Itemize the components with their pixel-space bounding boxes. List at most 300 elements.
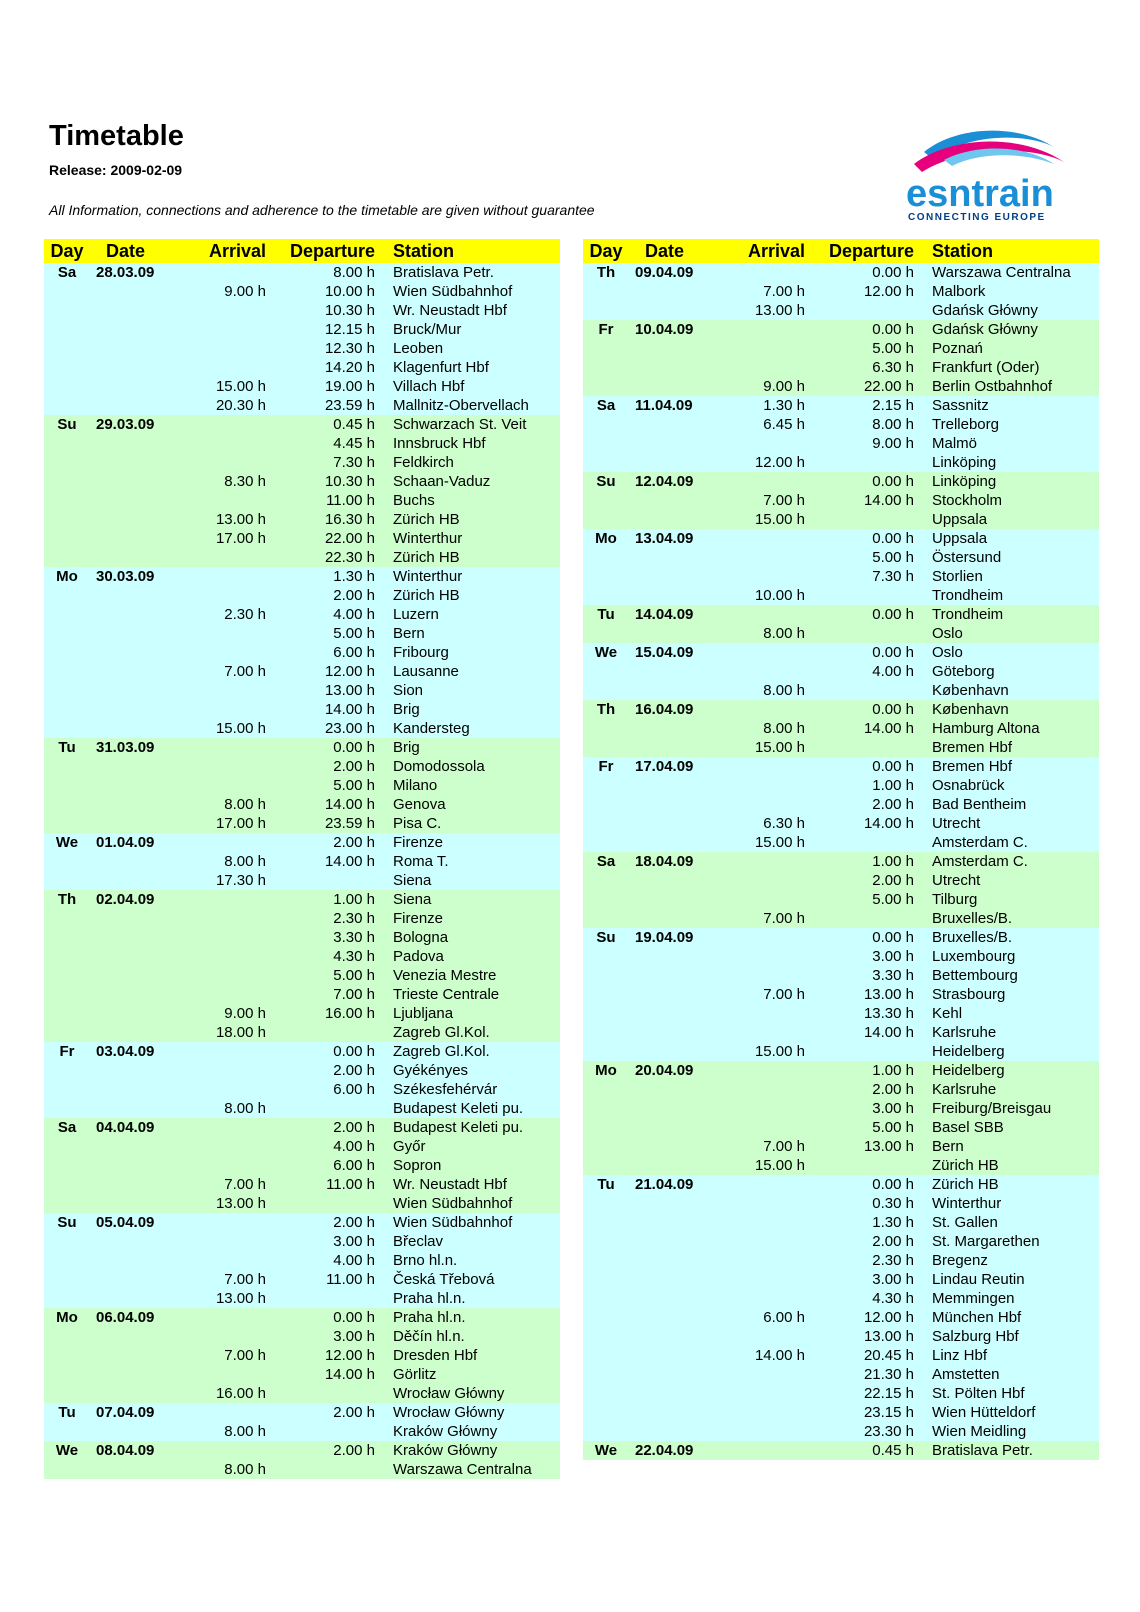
release-date: Release: 2009-02-09: [49, 162, 183, 178]
arrival-cell: 7.00 h: [709, 985, 811, 1004]
arrival-cell: 15.00 h: [709, 833, 811, 852]
table-row: [583, 643, 1099, 662]
departure-cell: 7.30 h: [272, 453, 385, 472]
table-row: [44, 1099, 560, 1118]
departure-cell: 2.00 h: [272, 1061, 385, 1080]
date-cell: [629, 890, 709, 909]
date-cell: [90, 1251, 170, 1270]
station-cell: Mallnitz-Obervellach: [385, 396, 560, 415]
arrival-cell: 7.00 h: [170, 1346, 272, 1365]
departure-cell: 4.00 h: [272, 605, 385, 624]
station-cell: Utrecht: [924, 814, 1099, 833]
departure-cell: 0.00 h: [811, 1175, 924, 1194]
day-cell: [583, 1213, 629, 1232]
arrival-cell: [170, 1042, 272, 1061]
date-cell: [629, 510, 709, 529]
arrival-cell: [709, 263, 811, 282]
date-cell: [629, 814, 709, 833]
table-row: [583, 339, 1099, 358]
departure-cell: 19.00 h: [272, 377, 385, 396]
table-row: [583, 548, 1099, 567]
day-cell: [44, 1384, 90, 1403]
arrival-cell: [170, 833, 272, 852]
day-cell: [44, 605, 90, 624]
date-cell: [629, 1346, 709, 1365]
day-cell: Su: [44, 415, 90, 434]
departure-cell: 5.00 h: [272, 624, 385, 643]
station-cell: Pisa C.: [385, 814, 560, 833]
station-cell: Oslo: [924, 643, 1099, 662]
station-cell: Oslo: [924, 624, 1099, 643]
departure-cell: [272, 1099, 385, 1118]
table-row: [44, 1061, 560, 1080]
table-row: [583, 1156, 1099, 1175]
table-row: [44, 472, 560, 491]
day-cell: [44, 776, 90, 795]
header-station: Station: [924, 239, 1099, 263]
station-cell: Uppsala: [924, 529, 1099, 548]
departure-cell: 0.00 h: [811, 700, 924, 719]
arrival-cell: 15.00 h: [170, 377, 272, 396]
date-cell: [629, 719, 709, 738]
table-row: [583, 1023, 1099, 1042]
table-row: [583, 1232, 1099, 1251]
station-cell: München Hbf: [924, 1308, 1099, 1327]
station-cell: St. Gallen: [924, 1213, 1099, 1232]
arrival-cell: [709, 890, 811, 909]
table-row: [583, 1080, 1099, 1099]
arrival-cell: [170, 1080, 272, 1099]
date-cell: [629, 624, 709, 643]
day-cell: [44, 1023, 90, 1042]
day-cell: Sa: [583, 396, 629, 415]
station-cell: Trondheim: [924, 605, 1099, 624]
table-row: [44, 719, 560, 738]
timetable-left: [44, 239, 560, 1479]
date-cell: 30.03.09: [90, 567, 170, 586]
arrival-cell: 8.00 h: [170, 1422, 272, 1441]
station-cell: Sassnitz: [924, 396, 1099, 415]
station-cell: Memmingen: [924, 1289, 1099, 1308]
date-cell: [90, 966, 170, 985]
table-row: [44, 1023, 560, 1042]
date-cell: [629, 776, 709, 795]
station-cell: Lausanne: [385, 662, 560, 681]
table-row: [44, 1365, 560, 1384]
departure-cell: 10.00 h: [272, 282, 385, 301]
departure-cell: 4.30 h: [811, 1289, 924, 1308]
day-cell: We: [583, 1441, 629, 1460]
date-cell: [629, 966, 709, 985]
table-row: [44, 776, 560, 795]
date-cell: [629, 1232, 709, 1251]
station-cell: Sopron: [385, 1156, 560, 1175]
departure-cell: 0.00 h: [811, 605, 924, 624]
table-row: [44, 548, 560, 567]
departure-cell: 7.00 h: [272, 985, 385, 1004]
arrival-cell: [709, 339, 811, 358]
station-cell: Strasbourg: [924, 985, 1099, 1004]
station-cell: Brno hl.n.: [385, 1251, 560, 1270]
station-cell: Kraków Główny: [385, 1441, 560, 1460]
header-arrival: Arrival: [709, 239, 811, 263]
day-cell: [583, 434, 629, 453]
day-cell: [44, 662, 90, 681]
table-row: [583, 301, 1099, 320]
date-cell: [629, 985, 709, 1004]
date-cell: [90, 1023, 170, 1042]
arrival-cell: [170, 1118, 272, 1137]
station-cell: Hamburg Altona: [924, 719, 1099, 738]
departure-cell: 21.30 h: [811, 1365, 924, 1384]
departure-cell: 4.30 h: [272, 947, 385, 966]
departure-cell: 4.00 h: [272, 1251, 385, 1270]
day-cell: [583, 1080, 629, 1099]
day-cell: Mo: [583, 1061, 629, 1080]
table-row: [44, 1232, 560, 1251]
table-row: [583, 1251, 1099, 1270]
date-cell: [90, 358, 170, 377]
departure-cell: 12.00 h: [811, 282, 924, 301]
arrival-cell: 7.00 h: [709, 491, 811, 510]
station-cell: Leoben: [385, 339, 560, 358]
day-cell: [583, 814, 629, 833]
date-cell: [90, 1384, 170, 1403]
table-row: [583, 871, 1099, 890]
table-row: [583, 1061, 1099, 1080]
arrival-cell: 20.30 h: [170, 396, 272, 415]
table-row: [44, 1137, 560, 1156]
station-cell: Göteborg: [924, 662, 1099, 681]
station-cell: St. Pölten Hbf: [924, 1384, 1099, 1403]
day-cell: [44, 1004, 90, 1023]
departure-cell: 2.00 h: [272, 757, 385, 776]
day-cell: [44, 681, 90, 700]
station-cell: Zagreb Gl.Kol.: [385, 1042, 560, 1061]
arrival-cell: [170, 491, 272, 510]
date-cell: [629, 795, 709, 814]
station-cell: Praha hl.n.: [385, 1289, 560, 1308]
table-row: [583, 776, 1099, 795]
day-cell: [44, 1194, 90, 1213]
station-cell: Gdańsk Główny: [924, 320, 1099, 339]
header-date: Date: [629, 239, 709, 263]
arrival-cell: [170, 339, 272, 358]
table-row: [44, 605, 560, 624]
date-cell: 29.03.09: [90, 415, 170, 434]
table-row: [583, 1365, 1099, 1384]
station-cell: Winterthur: [385, 567, 560, 586]
day-cell: [44, 909, 90, 928]
date-cell: 07.04.09: [90, 1403, 170, 1422]
station-cell: Warszawa Centralna: [385, 1460, 560, 1479]
arrival-cell: 15.00 h: [170, 719, 272, 738]
table-row: [583, 396, 1099, 415]
day-cell: [44, 643, 90, 662]
table-row: [583, 605, 1099, 624]
date-cell: [90, 909, 170, 928]
table-row: [583, 453, 1099, 472]
departure-cell: 2.00 h: [811, 871, 924, 890]
departure-cell: 2.00 h: [811, 1232, 924, 1251]
day-cell: [44, 339, 90, 358]
departure-cell: 1.30 h: [811, 1213, 924, 1232]
arrival-cell: [170, 1327, 272, 1346]
table-row: [583, 1175, 1099, 1194]
departure-cell: [272, 1422, 385, 1441]
date-cell: [629, 1156, 709, 1175]
day-cell: We: [44, 833, 90, 852]
table-row: [44, 700, 560, 719]
arrival-cell: [170, 301, 272, 320]
date-cell: [90, 529, 170, 548]
date-cell: [90, 1194, 170, 1213]
date-cell: [629, 681, 709, 700]
date-cell: [90, 586, 170, 605]
day-cell: Su: [583, 928, 629, 947]
day-cell: [583, 776, 629, 795]
day-cell: [583, 415, 629, 434]
departure-cell: 0.45 h: [272, 415, 385, 434]
date-cell: 09.04.09: [629, 263, 709, 282]
date-cell: [90, 320, 170, 339]
table-row: [583, 1213, 1099, 1232]
station-cell: Luzern: [385, 605, 560, 624]
departure-cell: [811, 1042, 924, 1061]
arrival-cell: [170, 643, 272, 662]
station-cell: Bremen Hbf: [924, 738, 1099, 757]
departure-cell: 23.59 h: [272, 396, 385, 415]
departure-cell: 8.00 h: [811, 415, 924, 434]
date-cell: [90, 681, 170, 700]
departure-cell: [272, 1460, 385, 1479]
day-cell: [44, 719, 90, 738]
date-cell: [629, 415, 709, 434]
arrival-cell: [709, 966, 811, 985]
station-cell: Bad Bentheim: [924, 795, 1099, 814]
departure-cell: [811, 453, 924, 472]
arrival-cell: [170, 1251, 272, 1270]
departure-cell: [811, 833, 924, 852]
departure-cell: 12.00 h: [272, 662, 385, 681]
departure-cell: [272, 1194, 385, 1213]
table-row: [583, 263, 1099, 282]
departure-cell: 2.00 h: [272, 1403, 385, 1422]
departure-cell: 8.00 h: [272, 263, 385, 282]
arrival-cell: 7.00 h: [709, 1137, 811, 1156]
table-row: [44, 1004, 560, 1023]
table-row: [583, 377, 1099, 396]
date-cell: [629, 1422, 709, 1441]
date-cell: [90, 453, 170, 472]
station-cell: Osnabrück: [924, 776, 1099, 795]
day-cell: [583, 833, 629, 852]
header-departure: Departure: [272, 239, 385, 263]
table-row: [44, 358, 560, 377]
station-cell: Heidelberg: [924, 1061, 1099, 1080]
station-cell: Utrecht: [924, 871, 1099, 890]
day-cell: [583, 1023, 629, 1042]
arrival-cell: [709, 1422, 811, 1441]
table-row: [44, 814, 560, 833]
station-cell: Frankfurt (Oder): [924, 358, 1099, 377]
day-cell: [583, 1289, 629, 1308]
table-row: [44, 852, 560, 871]
date-cell: [629, 301, 709, 320]
date-cell: [90, 1346, 170, 1365]
day-cell: [583, 624, 629, 643]
table-row: [583, 529, 1099, 548]
station-cell: Schaan-Vaduz: [385, 472, 560, 491]
table-row: [583, 1308, 1099, 1327]
departure-cell: 2.15 h: [811, 396, 924, 415]
day-cell: Mo: [583, 529, 629, 548]
date-cell: [629, 1118, 709, 1137]
station-cell: København: [924, 681, 1099, 700]
date-cell: [90, 852, 170, 871]
date-cell: 11.04.09: [629, 396, 709, 415]
day-cell: [44, 396, 90, 415]
date-cell: [90, 624, 170, 643]
date-cell: [629, 1213, 709, 1232]
table-row: [44, 947, 560, 966]
arrival-cell: [170, 928, 272, 947]
table-row: [583, 985, 1099, 1004]
departure-cell: 2.00 h: [272, 1213, 385, 1232]
departure-cell: 14.00 h: [811, 1023, 924, 1042]
table-row: [44, 1441, 560, 1460]
station-cell: Székesfehérvár: [385, 1080, 560, 1099]
table-row: [583, 415, 1099, 434]
arrival-cell: [709, 871, 811, 890]
date-cell: 21.04.09: [629, 1175, 709, 1194]
station-cell: Milano: [385, 776, 560, 795]
departure-cell: 11.00 h: [272, 1270, 385, 1289]
arrival-cell: [709, 567, 811, 586]
day-cell: [44, 491, 90, 510]
timetable-right-body: [583, 263, 1099, 1460]
table-row: [583, 681, 1099, 700]
day-cell: [44, 1327, 90, 1346]
day-cell: [44, 1365, 90, 1384]
arrival-cell: 2.30 h: [170, 605, 272, 624]
day-cell: [583, 871, 629, 890]
date-cell: 06.04.09: [90, 1308, 170, 1327]
day-cell: [583, 1194, 629, 1213]
date-cell: [629, 339, 709, 358]
station-cell: Zagreb Gl.Kol.: [385, 1023, 560, 1042]
station-cell: Wrocław Główny: [385, 1403, 560, 1422]
table-row: [583, 1289, 1099, 1308]
arrival-cell: [709, 1403, 811, 1422]
date-cell: [629, 1270, 709, 1289]
station-cell: Berlin Ostbahnhof: [924, 377, 1099, 396]
arrival-cell: [170, 757, 272, 776]
departure-cell: 5.00 h: [811, 890, 924, 909]
table-row: [44, 795, 560, 814]
table-row: [44, 909, 560, 928]
station-cell: Zürich HB: [385, 586, 560, 605]
logo-tagline: CONNECTING EUROPE: [908, 212, 1046, 222]
departure-cell: 4.00 h: [272, 1137, 385, 1156]
departure-cell: 23.00 h: [272, 719, 385, 738]
date-cell: [90, 282, 170, 301]
table-row: [44, 1251, 560, 1270]
departure-cell: [272, 1289, 385, 1308]
station-cell: Basel SBB: [924, 1118, 1099, 1137]
departure-cell: 3.00 h: [272, 1232, 385, 1251]
date-cell: [90, 1175, 170, 1194]
day-cell: [583, 985, 629, 1004]
arrival-cell: [170, 776, 272, 795]
station-cell: Gyékényes: [385, 1061, 560, 1080]
departure-cell: [811, 624, 924, 643]
station-cell: Uppsala: [924, 510, 1099, 529]
departure-cell: 0.00 h: [811, 263, 924, 282]
station-cell: Stockholm: [924, 491, 1099, 510]
station-cell: Salzburg Hbf: [924, 1327, 1099, 1346]
station-cell: Feldkirch: [385, 453, 560, 472]
arrival-cell: 15.00 h: [709, 738, 811, 757]
date-cell: [90, 871, 170, 890]
departure-cell: 14.00 h: [272, 1365, 385, 1384]
day-cell: [583, 1004, 629, 1023]
station-cell: Česká Třebová: [385, 1270, 560, 1289]
table-row: [44, 1460, 560, 1479]
day-cell: [583, 1251, 629, 1270]
date-cell: 14.04.09: [629, 605, 709, 624]
departure-cell: 11.00 h: [272, 1175, 385, 1194]
station-cell: Gdańsk Główny: [924, 301, 1099, 320]
table-row: [44, 586, 560, 605]
day-cell: [44, 1099, 90, 1118]
day-cell: [44, 1061, 90, 1080]
header-day: Day: [583, 239, 629, 263]
table-row: [583, 1118, 1099, 1137]
table-row: [583, 1384, 1099, 1403]
station-cell: Wr. Neustadt Hbf: [385, 301, 560, 320]
departure-cell: 5.00 h: [272, 966, 385, 985]
table-row: [44, 1327, 560, 1346]
date-cell: 17.04.09: [629, 757, 709, 776]
header-date: Date: [90, 239, 170, 263]
table-row: [44, 282, 560, 301]
departure-cell: [272, 871, 385, 890]
station-cell: Bruxelles/B.: [924, 909, 1099, 928]
arrival-cell: 7.00 h: [170, 1175, 272, 1194]
date-cell: [90, 510, 170, 529]
station-cell: Zürich HB: [385, 510, 560, 529]
date-cell: [90, 1099, 170, 1118]
departure-cell: 1.30 h: [272, 567, 385, 586]
page-title: Timetable: [49, 120, 184, 152]
date-cell: 19.04.09: [629, 928, 709, 947]
arrival-cell: [709, 1118, 811, 1137]
date-cell: 03.04.09: [90, 1042, 170, 1061]
station-cell: Brig: [385, 738, 560, 757]
arrival-cell: [709, 1365, 811, 1384]
date-cell: [90, 548, 170, 567]
arrival-cell: [170, 890, 272, 909]
date-cell: 31.03.09: [90, 738, 170, 757]
day-cell: [583, 1327, 629, 1346]
departure-cell: 1.00 h: [811, 1061, 924, 1080]
station-cell: Schwarzach St. Veit: [385, 415, 560, 434]
day-cell: Fr: [583, 320, 629, 339]
table-row: [44, 1213, 560, 1232]
table-row: [583, 1327, 1099, 1346]
station-cell: Firenze: [385, 909, 560, 928]
